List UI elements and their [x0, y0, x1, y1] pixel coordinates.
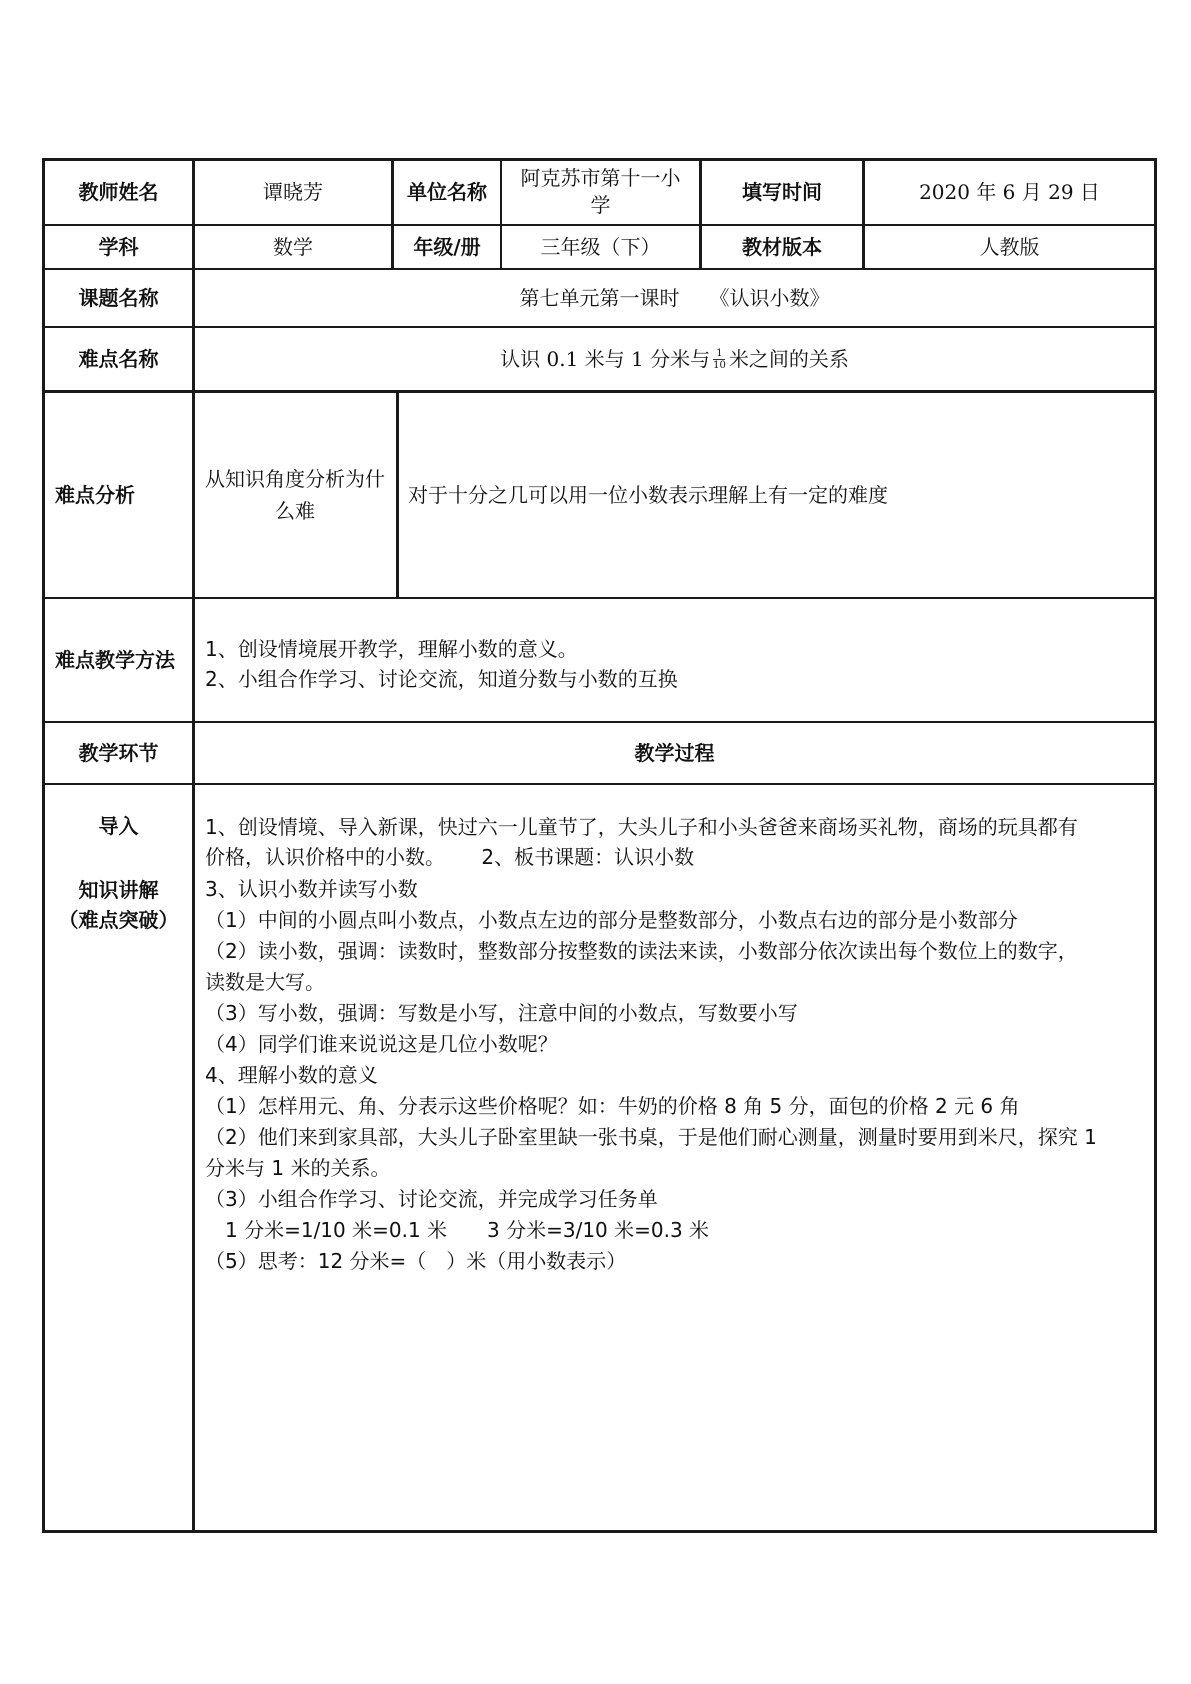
grade-label: 年级/册 [413, 234, 481, 259]
knowledge-line: （5）思考：12 分米=（ ）米（用小数表示） [205, 1249, 627, 1273]
knowledge-line: （4）同学们谁来说说这是几位小数呢？ [205, 1032, 558, 1056]
knowledge-line: （1）怎样用元、角、分表示这些价格呢？如：牛奶的价格 8 角 5 分，面包的价格 2 元 6 角 [205, 1094, 1020, 1118]
unit-name-value [502, 160, 699, 224]
analysis-value: 对于十分之几可以用一位小数表示理解上有一定的难度 [408, 482, 888, 507]
table-border-right [1154, 158, 1157, 1533]
fill-date-label: 填写时间 [742, 179, 822, 204]
knowledge-line: 3、认识小数并读写小数 [205, 877, 418, 901]
knowledge-line: （2）他们来到家具部，大头儿子卧室里缺一张书桌，于是他们耐心测量，测量时要用到米尺，探究 1 [205, 1125, 1097, 1149]
method-line: 2、小组合作学习、讨论交流，知道分数与小数的互换 [205, 667, 678, 691]
process-header: 教学过程 [634, 740, 715, 765]
knowledge-label [45, 874, 192, 936]
knowledge-content [205, 874, 1150, 1274]
unit-name-label: 单位名称 [407, 179, 487, 204]
knowledge-line: 1 分米=1/10 米=0.1 米 3 分米=3/10 米=0.3 米 [205, 1218, 710, 1242]
knowledge-label-line1: 知识讲解 [78, 878, 159, 902]
grade-value: 三年级（下） [540, 234, 661, 259]
knowledge-line: 读数是大写。 [205, 970, 325, 994]
knowledge-line: （3）小组合作学习、讨论交流，并完成学习任务单 [205, 1187, 658, 1211]
knowledge-line: 分米与 1 米的关系。 [205, 1156, 391, 1180]
table-border-bottom [42, 1530, 1156, 1533]
subject-label: 学科 [98, 234, 139, 259]
fill-date-value: 2020 年 6 月 29 日 [919, 179, 1100, 204]
difficulty-value [195, 328, 1154, 390]
analysis-sub-label: 从知识角度分析为什么难 [205, 467, 385, 523]
intro-line: 1、创设情境、导入新课，快过六一儿童节了，大头儿子和小头爸爸来商场买礼物，商场的玩具都有 [205, 815, 1078, 839]
knowledge-label-line2: （难点突破） [58, 908, 179, 932]
intro-line: 价格，认识价格中的小数。 2、板书课题：认识小数 [205, 845, 695, 869]
fraction-one-tenth [713, 348, 726, 371]
analysis-divider [396, 390, 399, 597]
topic-value: 第七单元第一课时 《认识小数》 [519, 285, 830, 310]
intro-value [205, 812, 1150, 874]
fraction-numerator: 1 [716, 347, 723, 359]
method-value [205, 634, 1150, 714]
difficulty-text-after: 米之间的关系 [728, 346, 849, 371]
difficulty-text-before: 认识 0.1 米与 1 分米与 [500, 346, 711, 371]
unit-name-line2: 学 [590, 193, 611, 217]
edition-label: 教材版本 [742, 234, 822, 259]
knowledge-line: （2）读小数，强调：读数时，整数部分按整数的读法来读，小数部分依次读出每个数位上的数字， [205, 939, 1078, 963]
edition-value: 人教版 [979, 234, 1040, 259]
knowledge-line: 4、理解小数的意义 [205, 1063, 378, 1087]
fraction-denominator: 10 [713, 359, 726, 371]
row-divider [42, 597, 1156, 599]
teacher-name-label: 教师姓名 [78, 179, 159, 204]
intro-label: 导入 [98, 814, 139, 838]
subject-value: 数学 [273, 234, 313, 259]
method-label: 难点教学方法 [55, 647, 175, 672]
teacher-name-value: 谭晓芳 [263, 179, 323, 204]
difficulty-label: 难点名称 [78, 346, 159, 371]
knowledge-line: （3）写小数，强调：写数是小写，注意中间的小数点，写数要小写 [205, 1001, 798, 1025]
process-step-label: 教学环节 [78, 740, 159, 765]
knowledge-line: （1）中间的小圆点叫小数点，小数点左边的部分是整数部分，小数点右边的部分是小数部分 [205, 908, 1018, 932]
method-line: 1、创设情境展开教学，理解小数的意义。 [205, 637, 578, 661]
analysis-label: 难点分析 [55, 482, 135, 507]
topic-label: 课题名称 [78, 285, 159, 310]
unit-name-line1: 阿克苏市第十一小 [520, 166, 681, 190]
row-divider [42, 783, 1156, 785]
